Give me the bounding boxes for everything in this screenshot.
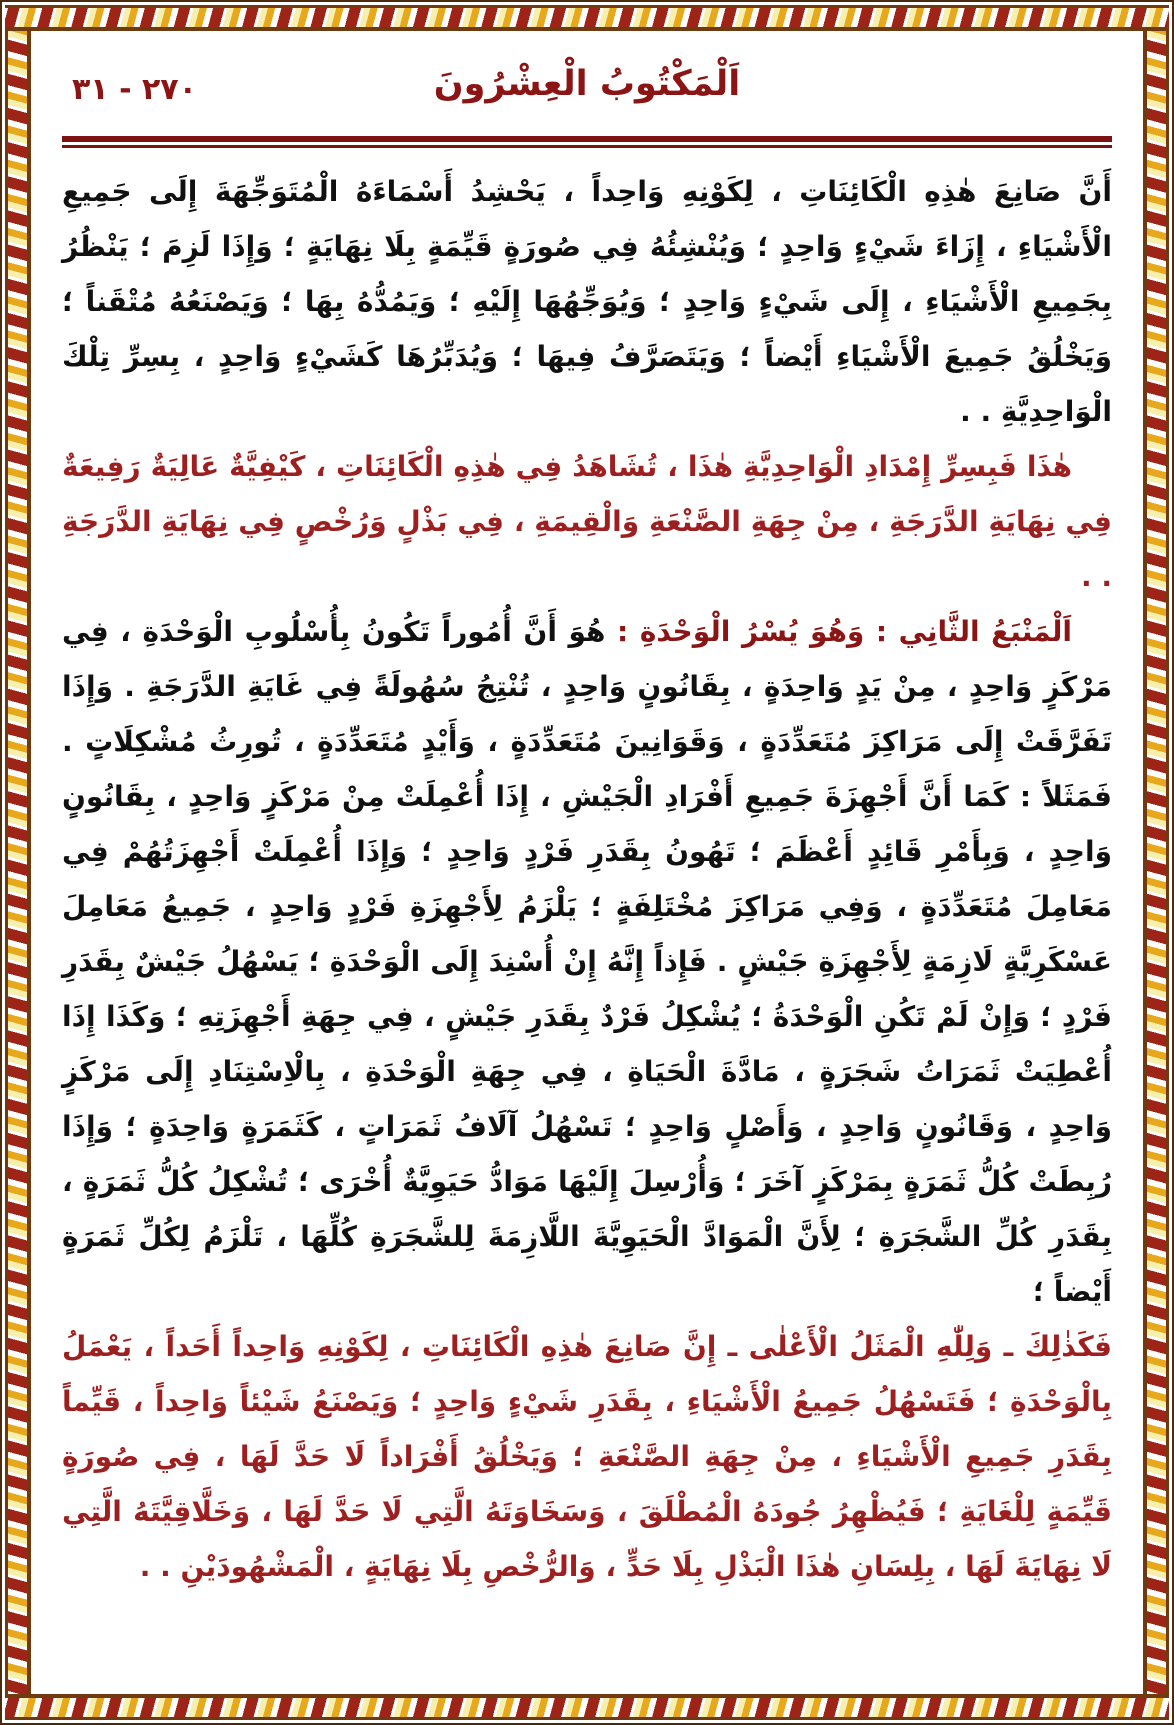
ornamental-border-bottom xyxy=(5,1694,1169,1720)
ornamental-border-left xyxy=(5,31,31,1694)
ornamental-border-top xyxy=(5,5,1169,31)
text-segment-red-bold: اَلْمَنْبَعُ الثَّانِي : وَهُوَ يُسْرُ الْوَحْدَةِ : xyxy=(605,615,1073,648)
text-segment-black: أَنَّ صَانِعَ هٰذِهِ الْكَائِنَاتِ ، لِكَوْنِهِ وَاحِداً ، يَحْشِدُ أَسْمَاءَهُ الْمُتَوَجِّهَةَ إِلَى جَمِيعِ الْأَشْيَاءِ ، إِزَاءَ شَيْءٍ وَاحِدٍ ؛ وَيُنْشِئُهُ فِي صُورَةٍ قَيِّمَةٍ بِلَا نِهَايَةٍ ؛ وَإِذَا لَزِمَ ؛ يَنْظُرُ بِجَمِيعِ الْأَشْيَاءِ ، إِلَى شَيْءٍ وَاحِدٍ ؛ وَيُوَجِّهُهَا إِلَيْهِ ؛ وَيَمُدُّهُ بِهَا ؛ وَيَصْنَعُهُ مُتْقَناً ؛ وَيَخْلُقُ جَمِيعَ الْأَشْيَاءِ أَيْضاً ؛ وَيَتَصَرَّفُ فِيهَا ؛ وَيُدَبِّرُهَا كَشَيْءٍ وَاحِدٍ ، بِسِرِّ تِلْكَ الْوَاحِدِيَّةِ . . xyxy=(62,175,1112,428)
page-number: ٢٧٠ - ٣١ xyxy=(72,72,197,107)
ornamental-border-right xyxy=(1143,31,1169,1694)
page-title: اَلْمَكْتُوبُ الْعِشْرُونَ xyxy=(433,64,741,104)
paragraph-3 xyxy=(62,604,1112,1319)
text-segment-red: فَكَذٰلِكَ ـ وَلِلّٰهِ الْمَثَلُ الْأَعْلٰى ـ إِنَّ صَانِعَ هٰذِهِ الْكَائِنَاتِ ، لِكَوْنِهِ وَاحِداً أَحَداً ، يَعْمَلُ بِالْوَحْدَةِ ؛ فَتَسْهُلُ جَمِيعُ الْأَشْيَاءِ ، بِقَدَرِ شَيْءٍ وَاحِدٍ ؛ وَيَصْنَعُ شَيْئاً وَاحِداً ، قَيِّماً بِقَدَرِ جَمِيعِ الْأَشْيَاءِ ، مِنْ جِهَةِ الصَّنْعَةِ ؛ وَيَخْلُقُ أَفْرَاداً لَا حَدَّ لَهَا ، فِي صُورَةٍ قَيِّمَةٍ لِلْغَايَةِ ؛ فَيُظْهِرُ جُودَهُ الْمُطْلَقَ ، وَسَخَاوَتَهُ الَّتِي لَا حَدَّ لَهَا ، وَخَلَّاقِيَّتَهُ الَّتِي لَا نِهَايَةَ لَهَا ، بِلِسَانِ هٰذَا الْبَذْلِ بِلَا حَدٍّ ، وَالرُّخْصِ بِلَا نِهَايَةٍ ، الْمَشْهُودَيْنِ . . xyxy=(62,1330,1112,1583)
body-text xyxy=(62,164,1112,1594)
page-content xyxy=(62,36,1112,1689)
text-segment-black: هُوَ أَنَّ أُمُوراً تَكُونُ بِأُسْلُوبِ الْوَحْدَةِ ، فِي مَرْكَزٍ وَاحِدٍ ، مِنْ يَدٍ وَاحِدَةٍ ، بِقَانُونٍ وَاحِدٍ ، تُنْتِجُ سُهُولَةً فِي غَايَةِ الدَّرَجَةِ . وَإِذَا تَفَرَّقَتْ إِلَى مَرَاكِزَ مُتَعَدِّدَةٍ ، وَقَوَانِينَ مُتَعَدِّدَةٍ ، وَأَيْدٍ مُتَعَدِّدَةٍ ، تُورِثُ مُشْكِلَاتٍ . فَمَثَلاً : كَمَا أَنَّ أَجْهِزَةَ جَمِيعِ أَفْرَادِ الْجَيْشِ ، إِذَا أُعْمِلَتْ مِنْ مَرْكَزٍ وَاحِدٍ ، بِقَانُونٍ وَاحِدٍ ، وَبِأَمْرِ قَائِدٍ أَعْظَمَ ؛ تَهُونُ بِقَدَرِ فَرْدٍ وَاحِدٍ ؛ وَإِذَا أُعْمِلَتْ أَجْهِزَتُهُمْ فِي مَعَامِلَ مُتَعَدِّدَةٍ ، وَفِي مَرَاكِزَ مُخْتَلِفَةٍ ؛ يَلْزَمُ لِأَجْهِزَةِ فَرْدٍ وَاحِدٍ ، جَمِيعُ مَعَامِلَ عَسْكَرِيَّةٍ لَازِمَةٍ لِأَجْهِزَةِ جَيْشٍ . فَإِذاً إِنَّهُ إِنْ أُسْنِدَ إِلَى الْوَحْدَةِ ؛ يَسْهُلُ جَيْشٌ بِقَدَرِ فَرْدٍ ؛ وَإِنْ لَمْ تَكُنِ الْوَحْدَةُ ؛ يُشْكِلُ فَرْدٌ بِقَدَرِ جَيْشٍ ، فِي جِهَةِ أَجْهِزَتِهِ ؛ وَكَذَا إِذَا أُعْطِيَتْ ثَمَرَاتُ شَجَرَةٍ ، مَادَّةَ الْحَيَاةِ ، فِي جِهَةِ الْوَحْدَةِ ، بِالْاِسْتِنَادِ إِلَى مَرْكَزٍ وَاحِدٍ ، وَقَانُونٍ وَاحِدٍ ، وَأَصْلٍ وَاحِدٍ ؛ تَسْهُلُ آلَافُ ثَمَرَاتٍ ، كَثَمَرَةٍ وَاحِدَةٍ ؛ وَإِذَا رُبِطَتْ كُلُّ ثَمَرَةٍ بِمَرْكَزٍ آخَرَ ؛ وَأُرْسِلَ إِلَيْهَا مَوَادُّ حَيَوِيَّةٌ أُخْرَى ؛ تُشْكِلُ كُلُّ ثَمَرَةٍ ، بِقَدَرِ كُلِّ الشَّجَرَةِ ؛ لِأَنَّ الْمَوَادَّ الْحَيَوِيَّةَ اللَّازِمَةَ لِلشَّجَرَةِ كُلِّهَا ، تَلْزَمُ لِكُلِّ ثَمَرَةٍ أَيْضاً ؛ xyxy=(62,615,1112,1308)
paragraph-4 xyxy=(62,1319,1112,1594)
page-header xyxy=(62,54,1112,130)
paragraph-2 xyxy=(62,439,1112,604)
header-divider xyxy=(62,136,1112,148)
paragraph-1 xyxy=(62,164,1112,439)
text-segment-red: هٰذَا فَبِسِرِّ إِمْدَادِ الْوَاحِدِيَّةِ هٰذَا ، تُشَاهَدُ فِي هٰذِهِ الْكَائِنَاتِ ، كَيْفِيَّةٌ عَالِيَةٌ رَفِيعَةٌ فِي نِهَايَةِ الدَّرَجَةِ ، مِنْ جِهَةِ الصَّنْعَةِ وَالْقِيمَةِ ، فِي بَذْلٍ وَرُخْصٍ فِي نِهَايَةِ الدَّرَجَةِ . . xyxy=(62,450,1112,593)
